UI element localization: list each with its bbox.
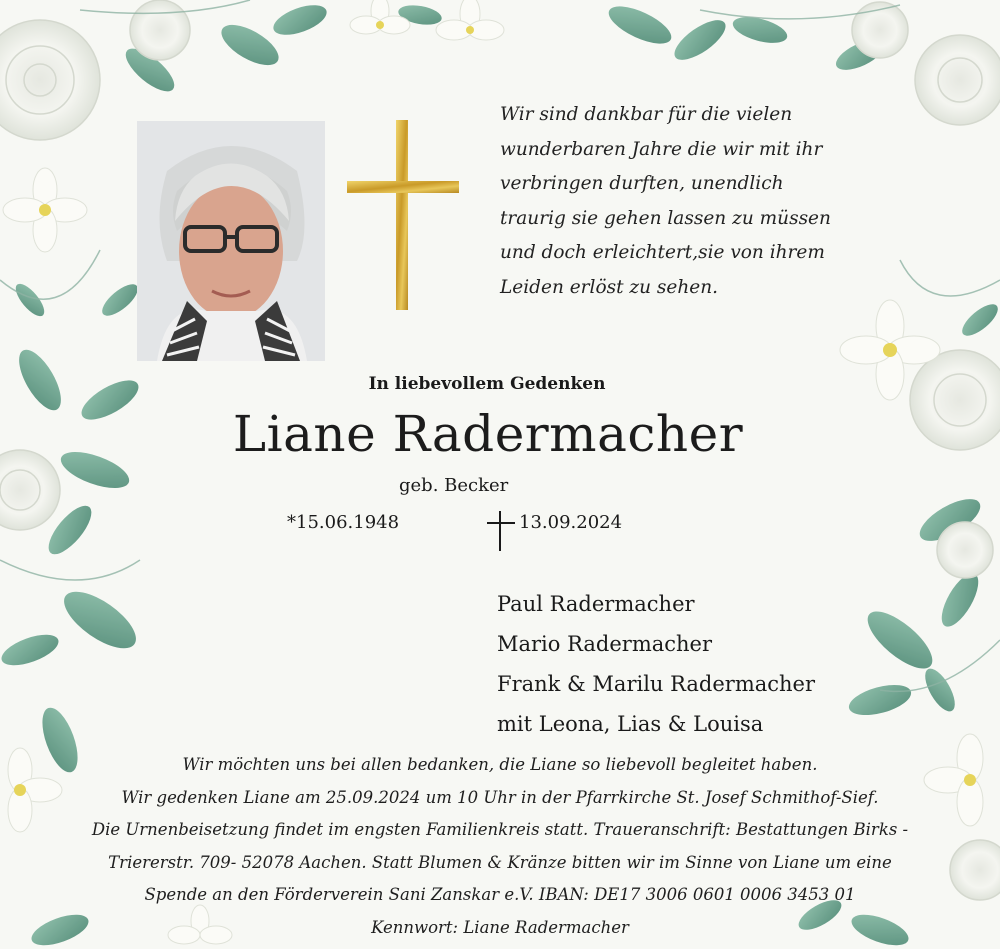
deceased-name [0, 405, 1000, 463]
footer-line: Die Urnenbeisetzung findet im engsten Familienkreis statt. Traueranschrift: Bestattungen Birks - [91, 820, 909, 839]
poem-line: Leiden erlöst zu sehen. [500, 276, 719, 298]
footer-line: Spende an den Förderverein Sani Zanskar e.V. IBAN: DE17 3006 0601 0006 3453 01 [144, 885, 856, 904]
poem-line: wunderbaren Jahre die wir mit ihr [500, 138, 823, 160]
birth-date: *15.06.1948 [287, 512, 400, 533]
poem-line: Wir sind dankbar für die vielen [500, 104, 793, 125]
poem-line: und doch erleichtert,sie von ihrem [500, 242, 825, 263]
gold-cross-icon [347, 120, 459, 310]
footer-text [0, 749, 1000, 944]
family-member: mit Leona, Lias & Louisa [497, 712, 764, 736]
birth-name: geb. Becker [399, 475, 509, 496]
footer-line: Wir möchten uns bei allen bedanken, die Liane so liebevoll begleitet haben. [182, 755, 818, 774]
footer-line: Kennwort: Liane Radermacher [371, 917, 629, 937]
death-date: 13.09.2024 [519, 512, 623, 533]
footer-line: Wir gedenken Liane am 25.09.2024 um 10 Uhr in der Pfarrkirche St. Josef Schmithof-Sief. [121, 787, 879, 807]
poem-line: verbringen durften, unendlich [500, 173, 784, 194]
memory-heading [0, 374, 1000, 394]
family-member: Mario Radermacher [497, 632, 713, 656]
family-list [497, 584, 815, 744]
portrait-illustration [137, 121, 325, 361]
top-garland [119, 0, 888, 98]
footer-line: Triererstr. 709- 52078 Aachen. Statt Blumen & Kränze bitten wir im Sinne von Liane um eine [108, 852, 892, 872]
poem-line: traurig sie gehen lassen zu müssen [500, 207, 831, 229]
family-member: Paul Radermacher [497, 592, 695, 616]
deceased-name-text: Liane Radermacher [232, 405, 744, 463]
family-member: Frank & Marilu Radermacher [497, 672, 816, 696]
portrait-photo [137, 121, 325, 361]
memory-heading-text: In liebevollem Gedenken [368, 374, 606, 394]
poem [500, 98, 860, 305]
cross-icon [486, 511, 516, 551]
